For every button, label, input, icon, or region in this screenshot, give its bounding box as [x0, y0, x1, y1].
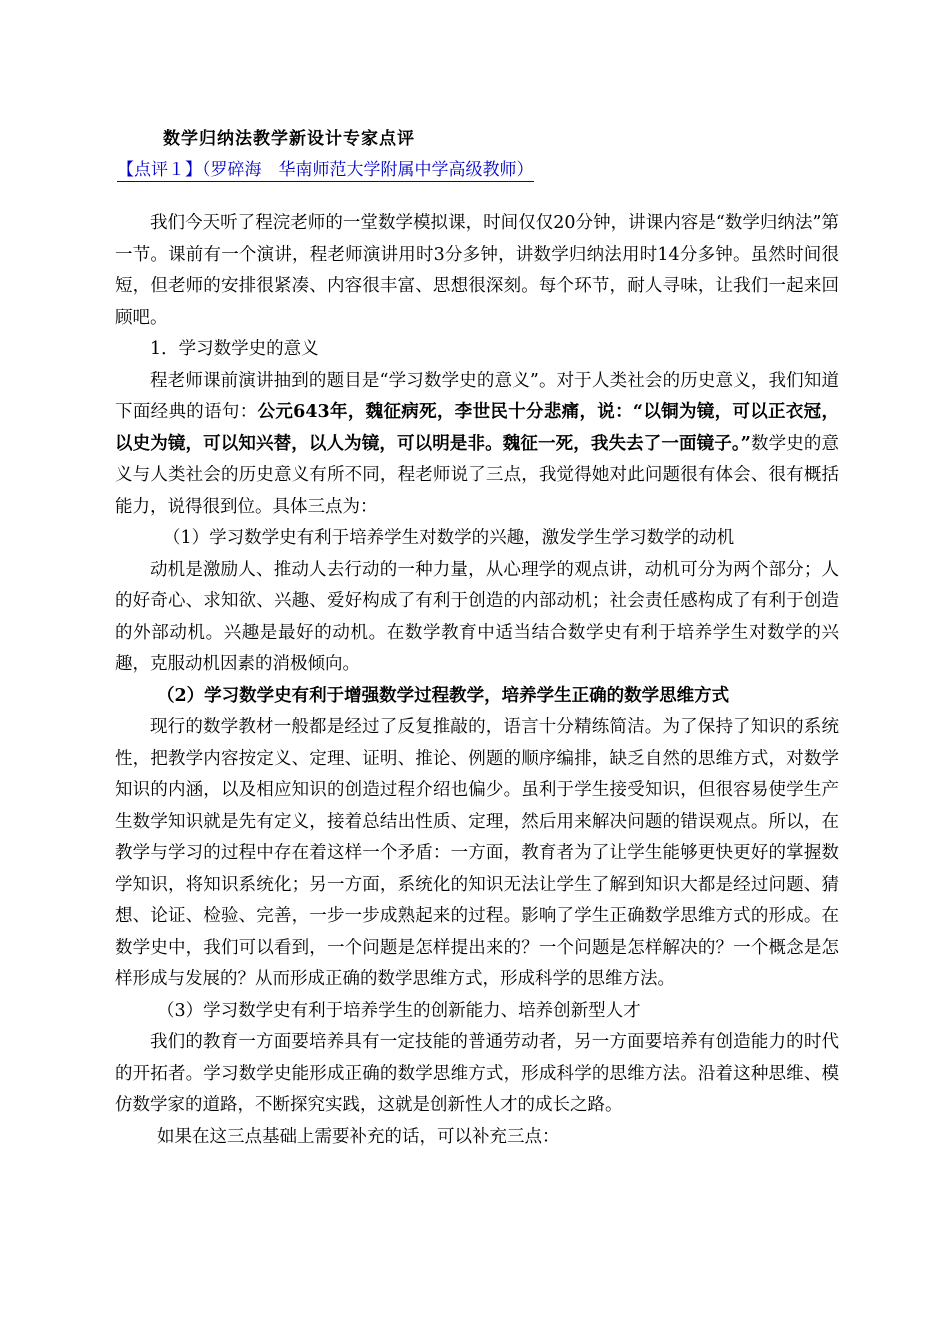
- paragraph-text: 数学史的意义与人类社会的历史意义有所不同，程老师说了三点，我觉得她对此问题很有体会、很有概括能力，说得很到位。具体三点为：: [115, 433, 839, 517]
- paragraph-history-meaning: [115, 366, 839, 524]
- paragraph-supplement: 如果在这三点基础上需要补充的话，可以补充三点：: [157, 1126, 560, 1147]
- paragraph-innovation: 我们的教育一方面要培养具有一定技能的普通劳动者，另一方面要培养有创造能力的时代的开拓者。学习数学史能形成正确的数学思维方式，形成科学的思维方法。沿着这种思维、模仿数学家的道路，不断探究实践，这就是创新性人才的成长之路。: [115, 1032, 839, 1115]
- paragraph-intro: 我们今天听了程浣老师的一堂数学模拟课，时间仅仅20分钟，讲课内容是“数学归纳法”第一节。课前有一个演讲，程老师演讲用时3分多钟，讲数学归纳法用时14分多钟。虽然时间很短，但老师的安排很紧凑、内容很丰富、思想很深刻。每个环节，耐人寻味，让我们一起来回顾吧。: [115, 213, 839, 328]
- section-heading-1: 1．学习数学史的意义: [150, 339, 319, 359]
- subheading-3: （3）学习数学史有利于培养学生的创新能力、培养创新型人才: [157, 1000, 641, 1021]
- document-title: 数学归纳法教学新设计专家点评: [163, 129, 415, 149]
- paragraph-text: 程老师课前演讲抽到的题目是“学习数学史的意义”。对于人类社会的历史意义，我们知道下面经典的语句：: [115, 370, 839, 422]
- document-body: [115, 208, 839, 1153]
- bold-quote: 公元643年，魏征病死，李世民十分悲痛，说：“以铜为镜，可以正衣冠，以史为镜，可以知兴替，以人为镜，可以明是非。魏征一死，我失去了一面镜子。”: [115, 402, 840, 454]
- subheading-1: （1）学习数学史有利于培养学生对数学的兴趣，激发学生学习数学的动机: [163, 528, 735, 548]
- paragraph-process-teaching: 现行的数学教材一般都是经过了反复推敲的，语言十分精练简洁。为了保持了知识的系统性，把教学内容按定义、定理、证明、推论、例题的顺序编排，缺乏自然的思维方式，对数学知识的内涵，以及相应知识的创造过程介绍也偏少。虽利于学生接受知识，但很容易使学生产生数学知识就是先有定义，接着总结出性质、定理，然后用来解决问题的错误观点。所以，在教学与学习的过程中存在着这样一个矛盾：一方面，教育者为了让学生能够更快更好的掌握数学知识，将知识系统化；另一方面，系统化的知识无法让学生了解到知识大都是经过问题、猜想、论证、检验、完善，一步一步成熟起来的过程。影响了学生正确数学思维方式的形成。在数学史中，我们可以看到，一个问题是怎样提出来的？一个问题是怎样解决的？一个概念是怎样形成与发展的？从而形成正确的数学思维方式，形成科学的思维方法。: [115, 717, 839, 989]
- reviewer-heading: 【点评１】（罗碎海 华南师范大学附属中学高级教师）: [117, 155, 534, 182]
- paragraph-motivation: 动机是激励人、推动人去行动的一种力量，从心理学的观点讲，动机可分为两个部分；人的好奇心、求知欲、兴趣、爱好构成了有利于创造的内部动机；社会责任感构成了有利于创造的外部动机。兴趣是最好的动机。在数学教育中适当结合数学史有利于培养学生对数学的兴趣，克服动机因素的消极倾向。: [115, 559, 839, 674]
- subheading-2: （2）学习数学史有利于增强数学过程教学，培养学生正确的数学思维方式: [157, 685, 730, 706]
